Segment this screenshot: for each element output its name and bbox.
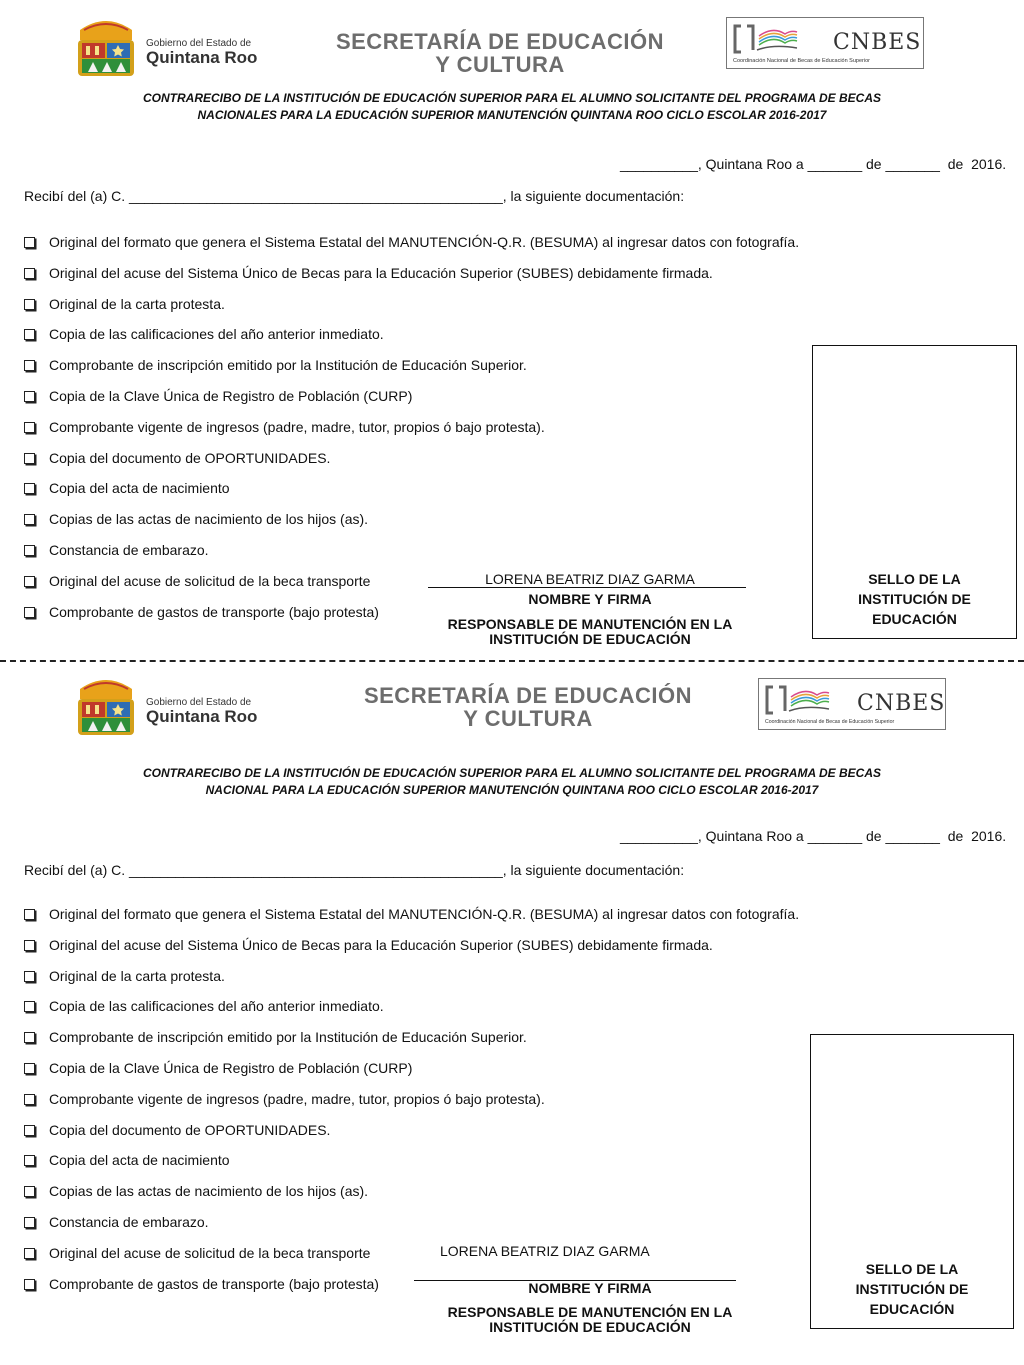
secretaria-line-2: Y CULTURA: [463, 706, 593, 731]
checklist-item-label: Constancia de embarazo.: [49, 1213, 209, 1230]
checklist-item-label: Copia del acta de nacimiento: [49, 1152, 230, 1169]
checklist-item: [24, 1244, 799, 1275]
checklist-item: [24, 418, 799, 449]
checklist-item: [24, 387, 799, 418]
checklist-item-label: Original del acuse del Sistema Único de Becas para la Educación Superior (SUBES) debidamente firmada.: [49, 264, 713, 281]
checklist-item: [24, 997, 799, 1028]
checklist-item: [24, 936, 799, 967]
checklist-item: [24, 264, 799, 295]
checklist-item: [24, 905, 799, 936]
checklist-item: [24, 479, 799, 510]
checklist-item: [24, 356, 799, 387]
cnbes-subtitle: Coordinación Nacional de Becas de Educación Superior: [733, 58, 870, 64]
receipt-bottom: [0, 668, 1024, 1365]
checklist-item: [24, 541, 799, 572]
checkbox-icon[interactable]: [24, 299, 35, 310]
checklist-item: [24, 1059, 799, 1090]
checklist-item-label: Original del formato que genera el Sistema Estatal del MANUTENCIÓN-Q.R. (BESUMA) al ingresar datos con fotografía.: [49, 906, 800, 922]
checklist-item: [24, 1182, 799, 1213]
open-book-icon: [733, 22, 799, 56]
signer-name: LORENA BEATRIZ DIAZ GARMA: [440, 1243, 650, 1259]
checklist-item: [24, 449, 799, 480]
gov-line-2: Quintana Roo: [146, 707, 258, 726]
receipt-title-line-1: CONTRARECIBO DE LA INSTITUCIÓN DE EDUCACIÓN SUPERIOR PARA EL ALUMNO SOLICITANTE DEL PROGRAMA DE BECAS: [142, 766, 882, 780]
gov-quintana-roo-logo: [74, 675, 274, 741]
checkbox-icon[interactable]: [24, 360, 35, 371]
responsable-label: [420, 617, 760, 647]
checkbox-icon[interactable]: [24, 422, 35, 433]
responsable-line-2: INSTITUCIÓN DE EDUCACIÓN: [489, 1319, 691, 1335]
signature-caption: NOMBRE Y FIRMA: [528, 591, 652, 607]
checklist-item-label: Original del acuse de solicitud de la beca transporte: [49, 1244, 371, 1261]
cut-line: [0, 660, 1024, 662]
cnbes-logo: [726, 17, 924, 69]
checklist-item-label: Comprobante de gastos de transporte (bajo protesta): [49, 603, 379, 620]
checkbox-icon[interactable]: [24, 391, 35, 402]
state-shield-icon: [74, 16, 138, 78]
stamp-label: [813, 569, 1016, 629]
stamp-label: [811, 1259, 1013, 1319]
checkbox-icon[interactable]: [24, 1125, 35, 1136]
checkbox-icon[interactable]: [24, 576, 35, 587]
checkbox-icon[interactable]: [24, 1217, 35, 1228]
checklist-item-label: Original de la carta protesta.: [49, 295, 225, 312]
checkbox-icon[interactable]: [24, 909, 35, 920]
checkbox-icon[interactable]: [24, 1279, 35, 1290]
checklist-item: [24, 295, 799, 326]
secretaria-line-2: Y CULTURA: [435, 52, 565, 77]
checkbox-icon[interactable]: [24, 1094, 35, 1105]
checklist-item: [24, 1121, 799, 1152]
checklist-item-label: Comprobante de inscripción emitido por la Institución de Educación Superior.: [49, 357, 527, 374]
checklist-item-label: Copia del documento de OPORTUNIDADES.: [49, 449, 331, 466]
checkbox-icon[interactable]: [24, 329, 35, 340]
checklist-item: [24, 967, 799, 998]
stamp-line-3: EDUCACIÓN: [872, 611, 957, 627]
checklist-item: [24, 1090, 799, 1121]
stamp-line-3: EDUCACIÓN: [869, 1301, 955, 1317]
cnbes-logo: [758, 678, 946, 730]
checklist-item-label: Original del acuse de solicitud de la beca transporte: [49, 572, 371, 589]
checklist-item-label: Comprobante vigente de ingresos (padre, madre, tutor, propios ó bajo protesta).: [49, 1090, 545, 1107]
stamp-line-1: SELLO DE LA: [865, 1261, 959, 1277]
stamp-line-2: INSTITUCIÓN DE: [855, 1281, 969, 1297]
gov-line-1: Gobierno del Estado de: [146, 38, 252, 49]
secretaria-line-1: SECRETARÍA DE EDUCACIÓN: [335, 29, 665, 54]
stamp-line-2: INSTITUCIÓN DE: [858, 591, 971, 607]
responsable-line-2: INSTITUCIÓN DE EDUCACIÓN: [489, 631, 691, 647]
receipt-title-line-2: NACIONALES PARA LA EDUCACIÓN SUPERIOR MANUTENCIÓN QUINTANA ROO CICLO ESCOLAR 2016-2017: [197, 108, 827, 122]
checkbox-icon[interactable]: [24, 514, 35, 525]
checklist-item-label: Comprobante de inscripción emitido por la Institución de Educación Superior.: [49, 1029, 527, 1046]
checkbox-icon[interactable]: [24, 1063, 35, 1074]
cnbes-title: CNBES: [833, 30, 922, 55]
stamp-box: [810, 1034, 1014, 1329]
receipt-top: [0, 0, 1024, 660]
receipt-title: [0, 765, 1024, 799]
stamp-line-1: SELLO DE LA: [868, 571, 961, 587]
open-book-icon: [765, 683, 831, 717]
checkbox-icon[interactable]: [24, 940, 35, 951]
checklist-item: [24, 1028, 799, 1059]
gov-line-1: Gobierno del Estado de: [146, 697, 252, 708]
cnbes-title: CNBES: [857, 691, 946, 716]
checklist-item-label: Copia de la Clave Única de Registro de Población (CURP): [49, 387, 413, 404]
checklist-item-label: Copia de las calificaciones del año anterior inmediato.: [49, 998, 384, 1015]
checklist-item: [24, 1213, 799, 1244]
state-shield-icon: [74, 675, 138, 737]
checklist-item-label: Copias de las actas de nacimiento de los hijos (as).: [49, 511, 369, 528]
secretaria-line-1: SECRETARÍA DE EDUCACIÓN: [363, 683, 693, 708]
checklist-item: [24, 1151, 799, 1182]
checklist-item: [24, 510, 799, 541]
responsable-line-1: RESPONSABLE DE MANUTENCIÓN EN LA: [447, 616, 733, 632]
recibi-line: Recibí del (a) C. ________________________________________________, la siguiente documentación:: [24, 862, 685, 878]
checklist-item-label: Original del acuse del Sistema Único de Becas para la Educación Superior (SUBES) debidamente firmada.: [49, 936, 713, 953]
checklist-item-label: Constancia de embarazo.: [49, 541, 209, 558]
checkbox-icon[interactable]: [24, 1032, 35, 1043]
stamp-box: [812, 345, 1017, 639]
checklist-item-label: Comprobante de gastos de transporte (bajo protesta): [49, 1275, 379, 1292]
gov-text: [146, 38, 257, 67]
checklist-item-label: Copias de las actas de nacimiento de los hijos (as).: [49, 1183, 369, 1200]
checklist-item-label: Copia del documento de OPORTUNIDADES.: [49, 1121, 331, 1138]
checkbox-icon[interactable]: [24, 971, 35, 982]
receipt-title: [0, 90, 1024, 124]
signature-line: [428, 587, 746, 588]
checkbox-icon[interactable]: [24, 1001, 35, 1012]
checkbox-icon[interactable]: [24, 607, 35, 618]
checklist-item-label: Copia de las calificaciones del año anterior inmediato.: [49, 326, 384, 343]
checkbox-icon[interactable]: [24, 1248, 35, 1259]
responsable-label: [420, 1305, 760, 1335]
gov-text: [146, 697, 257, 726]
checkbox-icon[interactable]: [24, 237, 35, 248]
checklist-item-label: Copia del acta de nacimiento: [49, 480, 230, 497]
checklist-item-label: Copia de la Clave Única de Registro de Población (CURP): [49, 1059, 413, 1076]
date-line: __________, Quintana Roo a _______ de _______ de 2016.: [620, 156, 1007, 172]
cnbes-subtitle: Coordinación Nacional de Becas de Educación Superior: [765, 719, 895, 725]
checklist-item-label: Original de la carta protesta.: [49, 967, 225, 984]
receipt-title-line-1: CONTRARECIBO DE LA INSTITUCIÓN DE EDUCACIÓN SUPERIOR PARA EL ALUMNO SOLICITANTE DEL PROGRAMA DE BECAS: [142, 91, 882, 105]
secretaria-heading: [358, 684, 698, 730]
documents-checklist: [24, 905, 799, 1305]
checkbox-icon[interactable]: [24, 1186, 35, 1197]
checkbox-icon[interactable]: [24, 453, 35, 464]
checkbox-icon[interactable]: [24, 483, 35, 494]
responsable-line-1: RESPONSABLE DE MANUTENCIÓN EN LA: [447, 1304, 733, 1320]
secretaria-heading: [330, 30, 670, 76]
checklist-item: [24, 325, 799, 356]
date-line: __________, Quintana Roo a _______ de _______ de 2016.: [620, 828, 1007, 844]
signer-name: LORENA BEATRIZ DIAZ GARMA: [485, 571, 695, 587]
recibi-line: Recibí del (a) C. ________________________________________________, la siguiente documentación:: [24, 188, 685, 204]
checkbox-icon[interactable]: [24, 268, 35, 279]
gov-quintana-roo-logo: [74, 16, 274, 82]
checklist-item-label: Comprobante vigente de ingresos (padre, madre, tutor, propios ó bajo protesta).: [49, 418, 545, 435]
gov-line-2: Quintana Roo: [146, 48, 258, 67]
checkbox-icon[interactable]: [24, 545, 35, 556]
receipt-title-line-2: NACIONAL PARA LA EDUCACIÓN SUPERIOR MANUTENCIÓN QUINTANA ROO CICLO ESCOLAR 2016-2017: [205, 783, 819, 797]
checkbox-icon[interactable]: [24, 1155, 35, 1166]
checklist-item-label: Original del formato que genera el Sistema Estatal del MANUTENCIÓN-Q.R. (BESUMA) al ingresar datos con fotografía.: [49, 234, 800, 250]
checklist-item: [24, 233, 799, 264]
signature-caption: NOMBRE Y FIRMA: [528, 1280, 652, 1296]
